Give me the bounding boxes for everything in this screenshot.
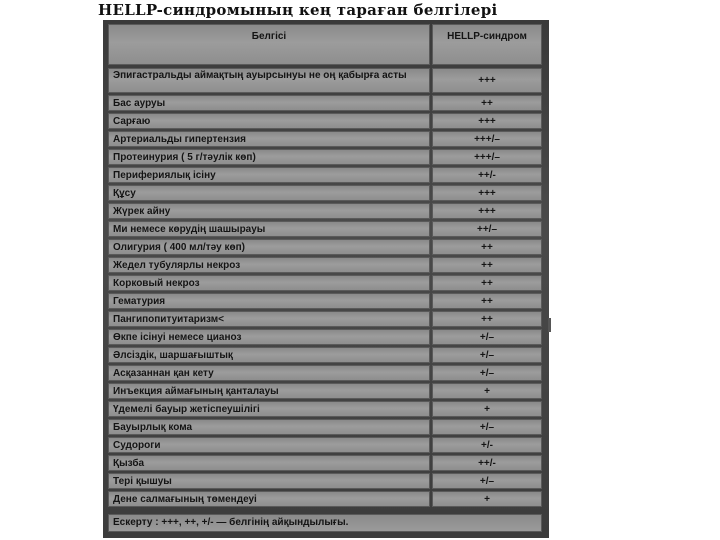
sign-cell: Корковый некроз	[108, 275, 430, 291]
severity-cell: ++/-	[432, 167, 542, 183]
severity-cell: +++	[432, 68, 542, 93]
sign-cell: Тері қышуы	[108, 473, 430, 489]
table-row	[108, 491, 542, 507]
table-row	[108, 221, 542, 237]
sign-cell: Артериальды гипертензия	[108, 131, 430, 147]
table-row	[108, 95, 542, 111]
table-row	[108, 365, 542, 381]
severity-cell: ++	[432, 95, 542, 111]
sign-cell: Сарғаю	[108, 113, 430, 129]
sign-cell: Судороги	[108, 437, 430, 453]
severity-cell: +/–	[432, 419, 542, 435]
sign-cell: Протеинурия ( 5 г/тәулік көп)	[108, 149, 430, 165]
sign-cell: Құсу	[108, 185, 430, 201]
table-row	[108, 185, 542, 201]
severity-cell: +	[432, 491, 542, 507]
table-row	[108, 203, 542, 219]
table-row	[108, 293, 542, 309]
table-row	[108, 347, 542, 363]
table-row	[108, 113, 542, 129]
table-note: Ескерту : +++, ++, +/- — белгінің айқындылығы.	[108, 514, 542, 532]
severity-cell: +	[432, 383, 542, 399]
table-row	[108, 275, 542, 291]
severity-cell: ++/-	[432, 455, 542, 471]
severity-cell: ++	[432, 311, 542, 327]
severity-cell: +/–	[432, 473, 542, 489]
sign-cell: Әлсіздік, шаршағыштық	[108, 347, 430, 363]
edge-mark	[548, 318, 551, 332]
severity-cell: ++	[432, 257, 542, 273]
sign-cell: Қызба	[108, 455, 430, 471]
severity-cell: ++	[432, 275, 542, 291]
sign-cell: Жедел тубулярлы некроз	[108, 257, 430, 273]
sign-cell: Жүрек айну	[108, 203, 430, 219]
table-row	[108, 167, 542, 183]
sign-cell: Олигурия ( 400 мл/тәу көп)	[108, 239, 430, 255]
table-row	[108, 473, 542, 489]
table-row	[108, 455, 542, 471]
table-row	[108, 419, 542, 435]
sign-cell: Дене салмағының төмендеуі	[108, 491, 430, 507]
sign-cell: Перифериялық ісіну	[108, 167, 430, 183]
page-title: HELLP-синдромының кең тараған белгілері	[98, 1, 498, 19]
table-row	[108, 437, 542, 453]
severity-cell: +++	[432, 203, 542, 219]
severity-cell: +++/–	[432, 149, 542, 165]
severity-cell: +++	[432, 185, 542, 201]
severity-cell: +/–	[432, 347, 542, 363]
header-sign-cell: Белгісі	[108, 24, 430, 65]
table-row	[108, 311, 542, 327]
table-row	[108, 257, 542, 273]
table-row	[108, 239, 542, 255]
severity-cell: ++	[432, 293, 542, 309]
table-row	[108, 329, 542, 345]
table-row	[108, 68, 542, 93]
severity-cell: +/–	[432, 365, 542, 381]
severity-cell: +	[432, 401, 542, 417]
sign-cell: Үдемелі бауыр жетіспеушілігі	[108, 401, 430, 417]
sign-cell: Эпигастральды аймақтың ауырсынуы не оң қабырға асты	[108, 68, 430, 93]
severity-cell: ++	[432, 239, 542, 255]
sign-cell: Асқазаннан қан кету	[108, 365, 430, 381]
table-row	[108, 401, 542, 417]
severity-cell: +++/–	[432, 131, 542, 147]
severity-cell: +++	[432, 113, 542, 129]
sign-cell: Инъекция аймағының қанталауы	[108, 383, 430, 399]
table-panel	[103, 20, 549, 538]
sign-cell: Гематурия	[108, 293, 430, 309]
table-row	[108, 131, 542, 147]
severity-cell: +/–	[432, 329, 542, 345]
sign-cell: Бас ауруы	[108, 95, 430, 111]
severity-cell: +/-	[432, 437, 542, 453]
table-row	[108, 149, 542, 165]
header-syndrome-cell: HELLP-синдром	[432, 24, 542, 65]
sign-cell: Пангипопитуитаризм<	[108, 311, 430, 327]
table-header-row	[108, 24, 542, 65]
sign-cell: Ми немесе көрудің шашырауы	[108, 221, 430, 237]
sign-cell: Бауырлық кома	[108, 419, 430, 435]
severity-cell: ++/–	[432, 221, 542, 237]
sign-cell: Өкпе ісінуі немесе цианоз	[108, 329, 430, 345]
table-row	[108, 383, 542, 399]
